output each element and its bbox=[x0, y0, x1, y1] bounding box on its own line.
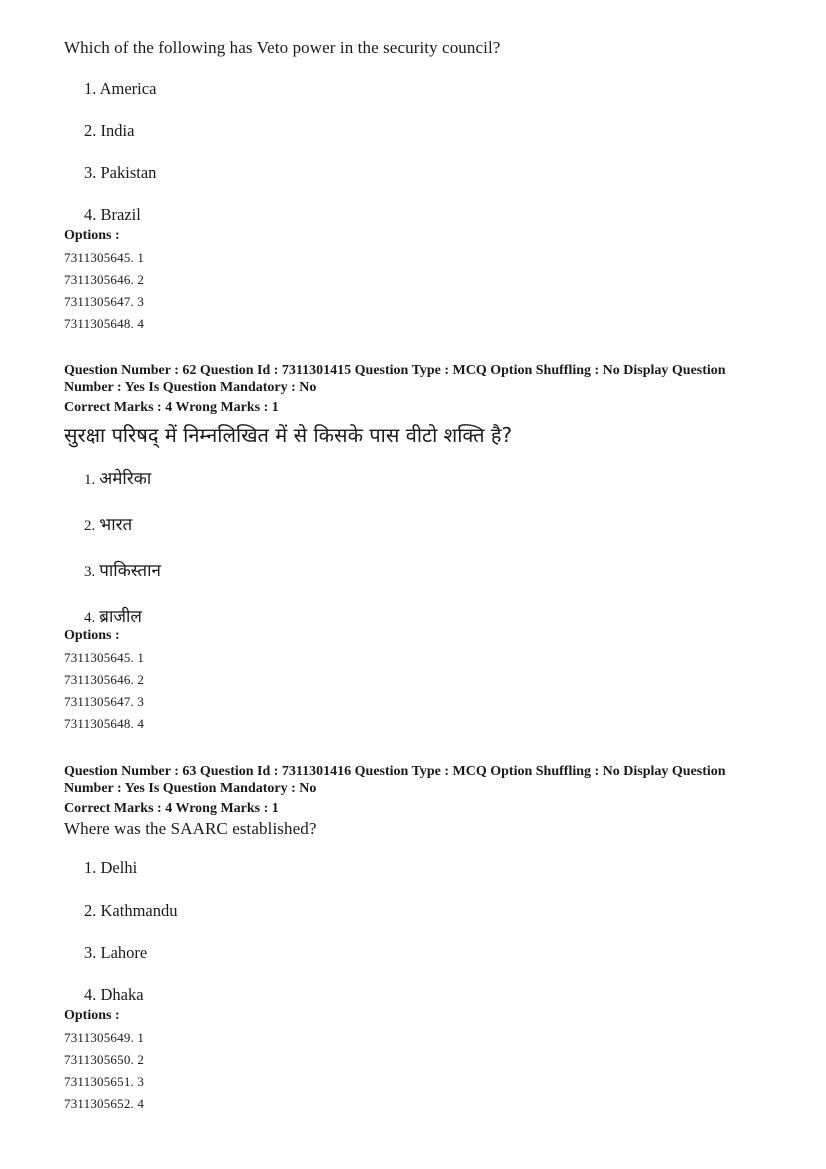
choice-1: 1. America bbox=[84, 79, 157, 98]
option-id-4: 7311305648. 4 bbox=[64, 716, 145, 731]
question-text: Where was the SAARC established? bbox=[64, 819, 317, 838]
option-id-1: 7311305649. 1 bbox=[64, 1030, 145, 1045]
question-meta-line1: Question Number : 62 Question Id : 7311301415 Question Type : MCQ Option Shuffling : No Display Question bbox=[64, 363, 726, 378]
option-id-3: 7311305647. 3 bbox=[64, 294, 145, 309]
marks-line: Correct Marks : 4 Wrong Marks : 1 bbox=[64, 801, 279, 816]
option-id-2: 7311305646. 2 bbox=[64, 672, 145, 687]
options-label: Options : bbox=[64, 1008, 120, 1023]
option-id-2: 7311305646. 2 bbox=[64, 272, 145, 287]
choice-3: 3. Pakistan bbox=[84, 163, 157, 182]
options-label: Options : bbox=[64, 628, 120, 643]
question-meta-line2: Number : Yes Is Question Mandatory : No bbox=[64, 781, 317, 796]
option-id-1: 7311305645. 1 bbox=[64, 650, 145, 665]
question-text-hindi: सुरक्षा परिषद् में निम्नलिखित में से किसके पास वीटो शक्ति है? bbox=[64, 423, 513, 447]
choice-2: 2. India bbox=[84, 121, 135, 140]
choice-1: 1. अमेरिका bbox=[84, 469, 152, 489]
options-label: Options : bbox=[64, 228, 120, 243]
choice-3: 3. पाकिस्तान bbox=[84, 561, 161, 581]
option-id-1: 7311305645. 1 bbox=[64, 250, 145, 265]
option-id-3: 7311305647. 3 bbox=[64, 694, 145, 709]
option-id-4: 7311305648. 4 bbox=[64, 316, 145, 331]
option-id-4: 7311305652. 4 bbox=[64, 1096, 145, 1111]
choice-4: 4. ब्राजील bbox=[84, 607, 142, 627]
option-id-3: 7311305651. 3 bbox=[64, 1074, 145, 1089]
option-id-2: 7311305650. 2 bbox=[64, 1052, 145, 1067]
question-meta-line1: Question Number : 63 Question Id : 7311301416 Question Type : MCQ Option Shuffling : No Display Question bbox=[64, 764, 726, 779]
question-text: Which of the following has Veto power in the security council? bbox=[64, 38, 501, 57]
choice-1: 1. Delhi bbox=[84, 858, 138, 877]
choice-2: 2. भारत bbox=[84, 515, 133, 535]
marks-line: Correct Marks : 4 Wrong Marks : 1 bbox=[64, 400, 279, 415]
choice-4: 4. Dhaka bbox=[84, 985, 144, 1004]
choice-2: 2. Kathmandu bbox=[84, 901, 178, 920]
choice-3: 3. Lahore bbox=[84, 943, 148, 962]
question-meta-line2: Number : Yes Is Question Mandatory : No bbox=[64, 380, 317, 395]
choice-4: 4. Brazil bbox=[84, 205, 141, 224]
